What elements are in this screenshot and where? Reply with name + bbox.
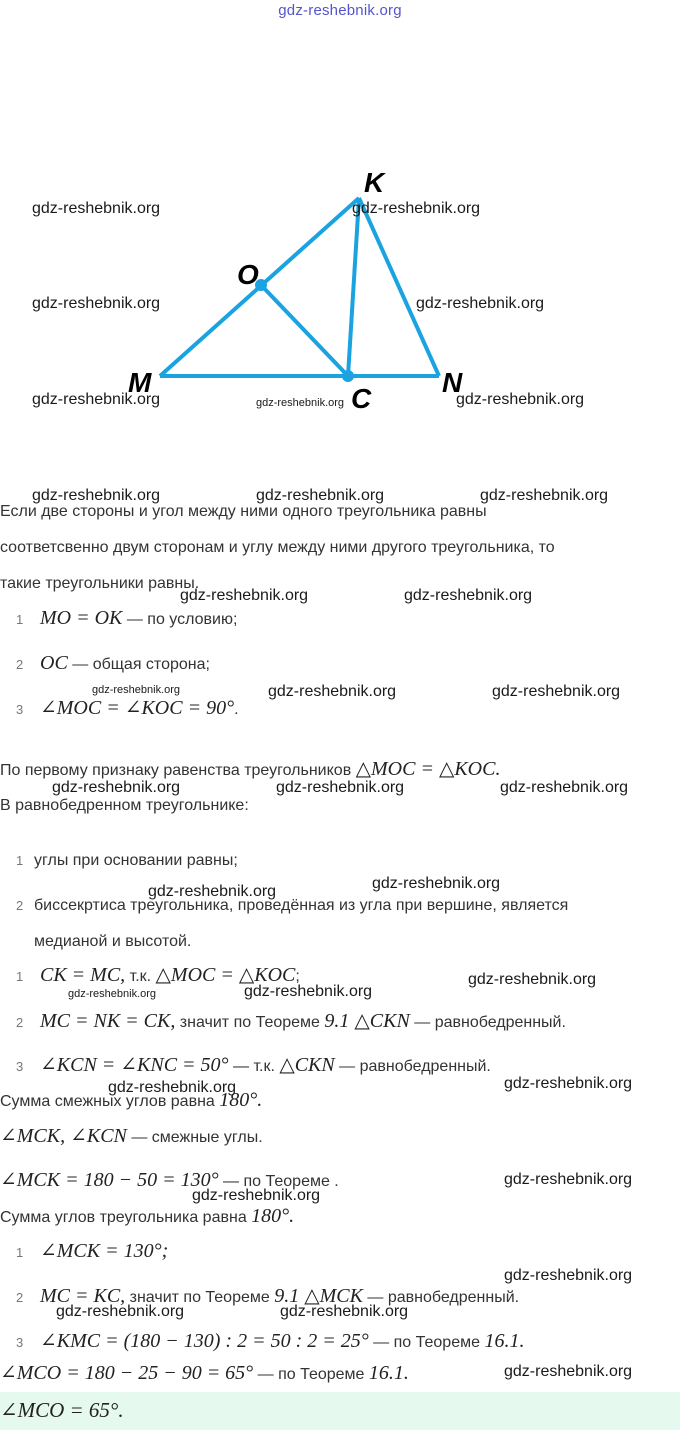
- watermark: gdz-reshebnik.org: [32, 200, 161, 217]
- list-item-continuation: медианой и высотой.: [34, 933, 192, 950]
- segment-oc: [261, 285, 348, 376]
- watermark: gdz-reshebnik.org: [352, 200, 481, 217]
- label-m: M: [128, 367, 152, 398]
- list-item: 2 MC = KC, значит по Теореме 9.1 △MCK — равнобедренный.: [16, 1285, 520, 1307]
- adjacent-pair: ∠MCK, ∠KCN — смежные углы.: [0, 1125, 263, 1147]
- intro-line-1: Если две стороны и угол между ними одного треугольника равны: [0, 503, 487, 520]
- watermark: gdz-reshebnik.org: [32, 391, 161, 408]
- watermark: gdz-reshebnik.org: [372, 875, 501, 892]
- watermark: gdz-reshebnik.org: [56, 1303, 185, 1320]
- list-item: 2 MC = NK = CK, значит по Теореме 9.1 △CKN — равнобедренный.: [16, 1010, 566, 1032]
- watermark: gdz-reshebnik.org: [256, 487, 385, 504]
- label-c: C: [351, 383, 372, 414]
- triangle-figure: [0, 160, 680, 420]
- site-header-link[interactable]: gdz-reshebnik.org: [278, 2, 402, 19]
- triangle-sum-rule: Сумма углов треугольника равна 180°.: [0, 1205, 295, 1227]
- watermark: gdz-reshebnik.org: [108, 1079, 237, 1096]
- segment-kn: [359, 198, 439, 376]
- watermark: gdz-reshebnik.org: [468, 971, 597, 988]
- answer-box: [0, 1392, 680, 1430]
- list-item: 1 CK = MC, т.к. △MOC = △KOC;: [16, 964, 300, 986]
- watermark: gdz-reshebnik.org: [180, 587, 309, 604]
- watermark: gdz-reshebnik.org: [404, 587, 533, 604]
- watermark: gdz-reshebnik.org: [32, 295, 161, 312]
- watermark: gdz-reshebnik.org: [244, 983, 373, 1000]
- watermark: gdz-reshebnik.org: [52, 779, 181, 796]
- watermark: gdz-reshebnik.org: [268, 683, 397, 700]
- watermark: gdz-reshebnik.org: [456, 391, 585, 408]
- watermark: gdz-reshebnik.org: [256, 397, 345, 409]
- watermark: gdz-reshebnik.org: [504, 1075, 633, 1092]
- figure-lines: [160, 198, 439, 376]
- watermark: gdz-reshebnik.org: [280, 1303, 409, 1320]
- watermark: gdz-reshebnik.org: [32, 487, 161, 504]
- watermark: gdz-reshebnik.org: [68, 988, 157, 1000]
- conclusion-congruence: По первому признаку равенства треугольников △MOC = △KOC.: [0, 758, 501, 780]
- list-item: 3 ∠KMC = (180 − 130) : 2 = 50 : 2 = 25° — по Теореме 16.1.: [16, 1330, 525, 1352]
- isosceles-title: В равнобедренном треугольнике:: [0, 797, 249, 814]
- list-item: 3 ∠MOC = ∠KOC = 90°.: [16, 697, 239, 719]
- list-item: 1 MO = OK — по условию;: [16, 607, 238, 629]
- watermark: gdz-reshebnik.org: [92, 684, 181, 696]
- intro-line-2: соответсвенно двум сторонам и углу между ними другого треугольника, то: [0, 539, 555, 556]
- watermark: gdz-reshebnik.org: [504, 1171, 633, 1188]
- label-o: O: [237, 259, 259, 290]
- label-n: N: [442, 367, 463, 398]
- label-k: K: [364, 167, 385, 198]
- point-c: [342, 370, 354, 382]
- list-item: 2 OC — общая сторона;: [16, 652, 210, 674]
- watermark: gdz-reshebnik.org: [504, 1363, 633, 1380]
- adjacent-rule: Сумма смежных углов равна 180°.: [0, 1089, 263, 1111]
- list-item: 3 ∠KCN = ∠KNC = 50° — т.к. △CKN — равнобедренный.: [16, 1054, 491, 1076]
- final-calc: ∠MCO = 180 − 25 − 90 = 65° — по Теореме 16.1.: [0, 1362, 409, 1384]
- watermark: gdz-reshebnik.org: [276, 779, 405, 796]
- intro-line-3: такие треугольники равны.: [0, 575, 200, 592]
- list-item: 1 углы при основании равны;: [16, 852, 238, 869]
- watermark: gdz-reshebnik.org: [148, 883, 277, 900]
- watermark: gdz-reshebnik.org: [480, 487, 609, 504]
- list-item: 1 ∠MCK = 130°;: [16, 1240, 169, 1262]
- watermark: gdz-reshebnik.org: [192, 1187, 321, 1204]
- list-item: 2 биссекртиса треугольника, проведённая из угла при вершине, является: [16, 897, 569, 914]
- answer-text: ∠MCO = 65°.: [0, 1398, 124, 1422]
- watermark: gdz-reshebnik.org: [416, 295, 545, 312]
- watermark: gdz-reshebnik.org: [500, 779, 629, 796]
- watermark: gdz-reshebnik.org: [504, 1267, 633, 1284]
- segment-kc: [348, 198, 359, 376]
- adjacent-calc: ∠MCK = 180 − 50 = 130° — по Теореме .: [0, 1169, 339, 1191]
- watermark: gdz-reshebnik.org: [492, 683, 621, 700]
